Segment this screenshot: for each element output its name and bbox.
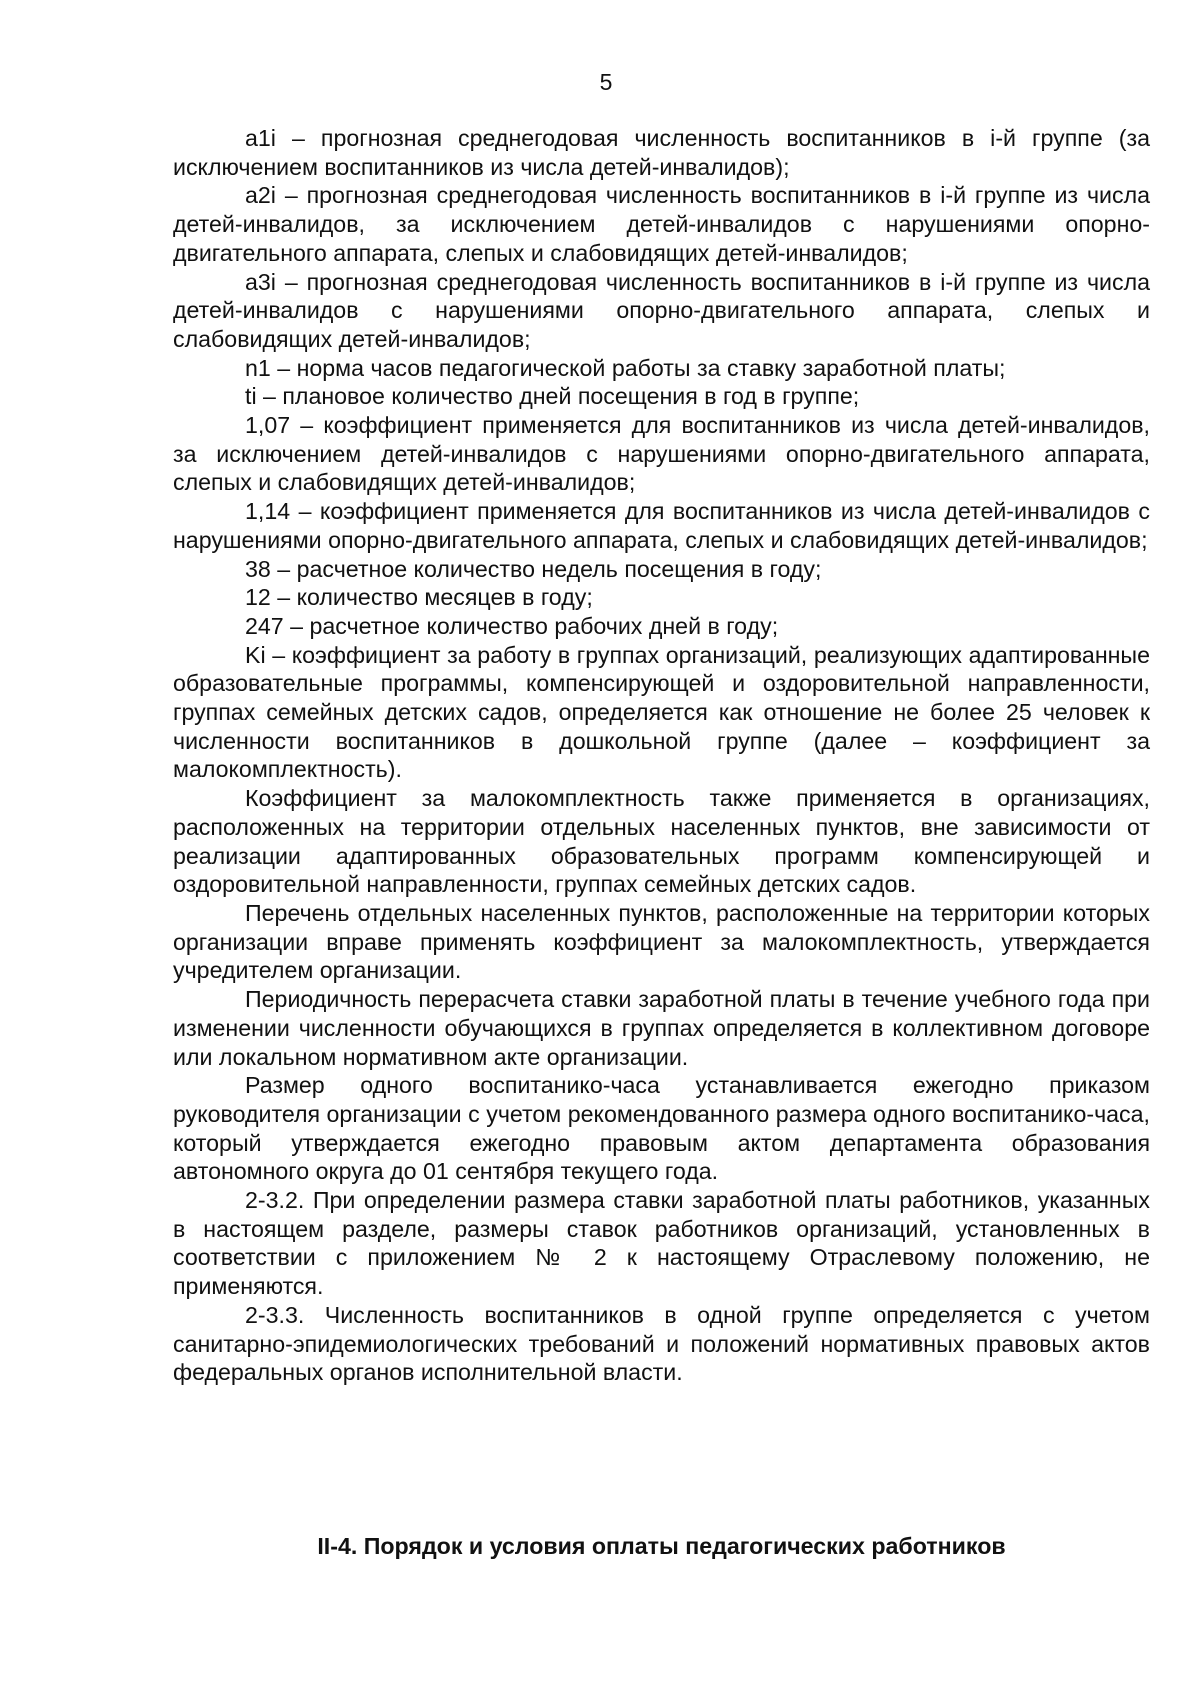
definition-coefficient-114: 1,14 – коэффициент применяется для воспитанников из числа детей-инвалидов с нарушениями опорно-двигательного аппарата, слепых и слабовидящих детей-инвалидов; xyxy=(173,498,1150,553)
paragraph-recalculation-period: Периодичность перерасчета ставки заработной платы в течение учебного года при изменении численности обучающихся в группах определяется в коллективном договоре или локальном нормативном акте организации. xyxy=(173,986,1150,1070)
definition-38-weeks: 38 – расчетное количество недель посещения в году; xyxy=(245,555,822,582)
clause-2-3-2: 2-3.2. При определении размера ставки заработной платы работников, указанных в настоящем разделе, размеры ставок работников организаций, установленных в соответствии с приложением № 2 к настоящему Отраслевому положению, не применяются. xyxy=(173,1187,1150,1300)
definition-12-months: 12 – количество месяцев в году; xyxy=(245,584,593,611)
section-heading: II-4. Порядок и условия оплаты педагогических работников xyxy=(317,1533,1006,1559)
paragraph-small-group-coefficient: Коэффициент за малокомплектность также применяется в организациях, расположенных на территории отдельных населенных пунктов, вне зависимости от реализации адаптированных образовательных программ компенсирующей и оздоровительной направленности, группах семейных детских садов. xyxy=(173,785,1150,898)
definition-n1: n1 – норма часов педагогической работы за ставку заработной платы; xyxy=(245,354,1006,381)
definition-a2i: а2i – прогнозная среднегодовая численность воспитанников в i-й группе из числа детей-инвалидов, за исключением детей-инвалидов с нарушениями опорно-двигательного аппарата, слепых и слабовидящих детей-инвалидов; xyxy=(173,182,1150,266)
definition-ti: ti – плановое количество дней посещения в год в группе; xyxy=(245,383,860,410)
definition-coefficient-107: 1,07 – коэффициент применяется для воспитанников из числа детей-инвалидов, за исключением детей-инвалидов с нарушениями опорно-двигательного аппарата, слепых и слабовидящих детей-инвалидов; xyxy=(173,412,1150,496)
paragraph-settlements-list: Перечень отдельных населенных пунктов, расположенные на территории которых организации вправе применять коэффициент за малокомплектность, утверждается учредителем организации. xyxy=(173,899,1150,984)
page-number: 5 xyxy=(599,69,613,95)
clause-2-3-3: 2-3.3. Численность воспитанников в одной группе определяется с учетом санитарно-эпидемиологических требований и положений нормативных правовых актов федеральных органов исполнительной власти. xyxy=(173,1301,1150,1386)
paragraph-pupil-hour-size: Размер одного воспитанико-часа устанавливается ежегодно приказом руководителя организации с учетом рекомендованного размера одного воспитанико-часа, который утверждается ежегодно правовым актом департамента образования автономного округа до 01 сентября текущего года. xyxy=(173,1072,1150,1185)
definition-a3i: а3i – прогнозная среднегодовая численность воспитанников в i-й группе из числа детей-инвалидов с нарушениями опорно-двигательного аппарата, слепых и слабовидящих детей-инвалидов; xyxy=(173,268,1150,352)
document-body xyxy=(173,124,1150,1387)
definition-ki: Ki – коэффициент за работу в группах организаций, реализующих адаптированные образовательные программы, компенсирующей и оздоровительной направленности, группах семейных детских садов, определяется как отношение не более 25 человек к численности воспитанников в дошкольной группе (далее – коэффициент за малокомплектность). xyxy=(173,641,1150,783)
definition-247-days: 247 – расчетное количество рабочих дней в году; xyxy=(245,612,779,639)
definition-a1i: а1i – прогнозная среднегодовая численность воспитанников в i-й группе (за исключением воспитанников из числа детей-инвалидов); xyxy=(173,125,1150,180)
